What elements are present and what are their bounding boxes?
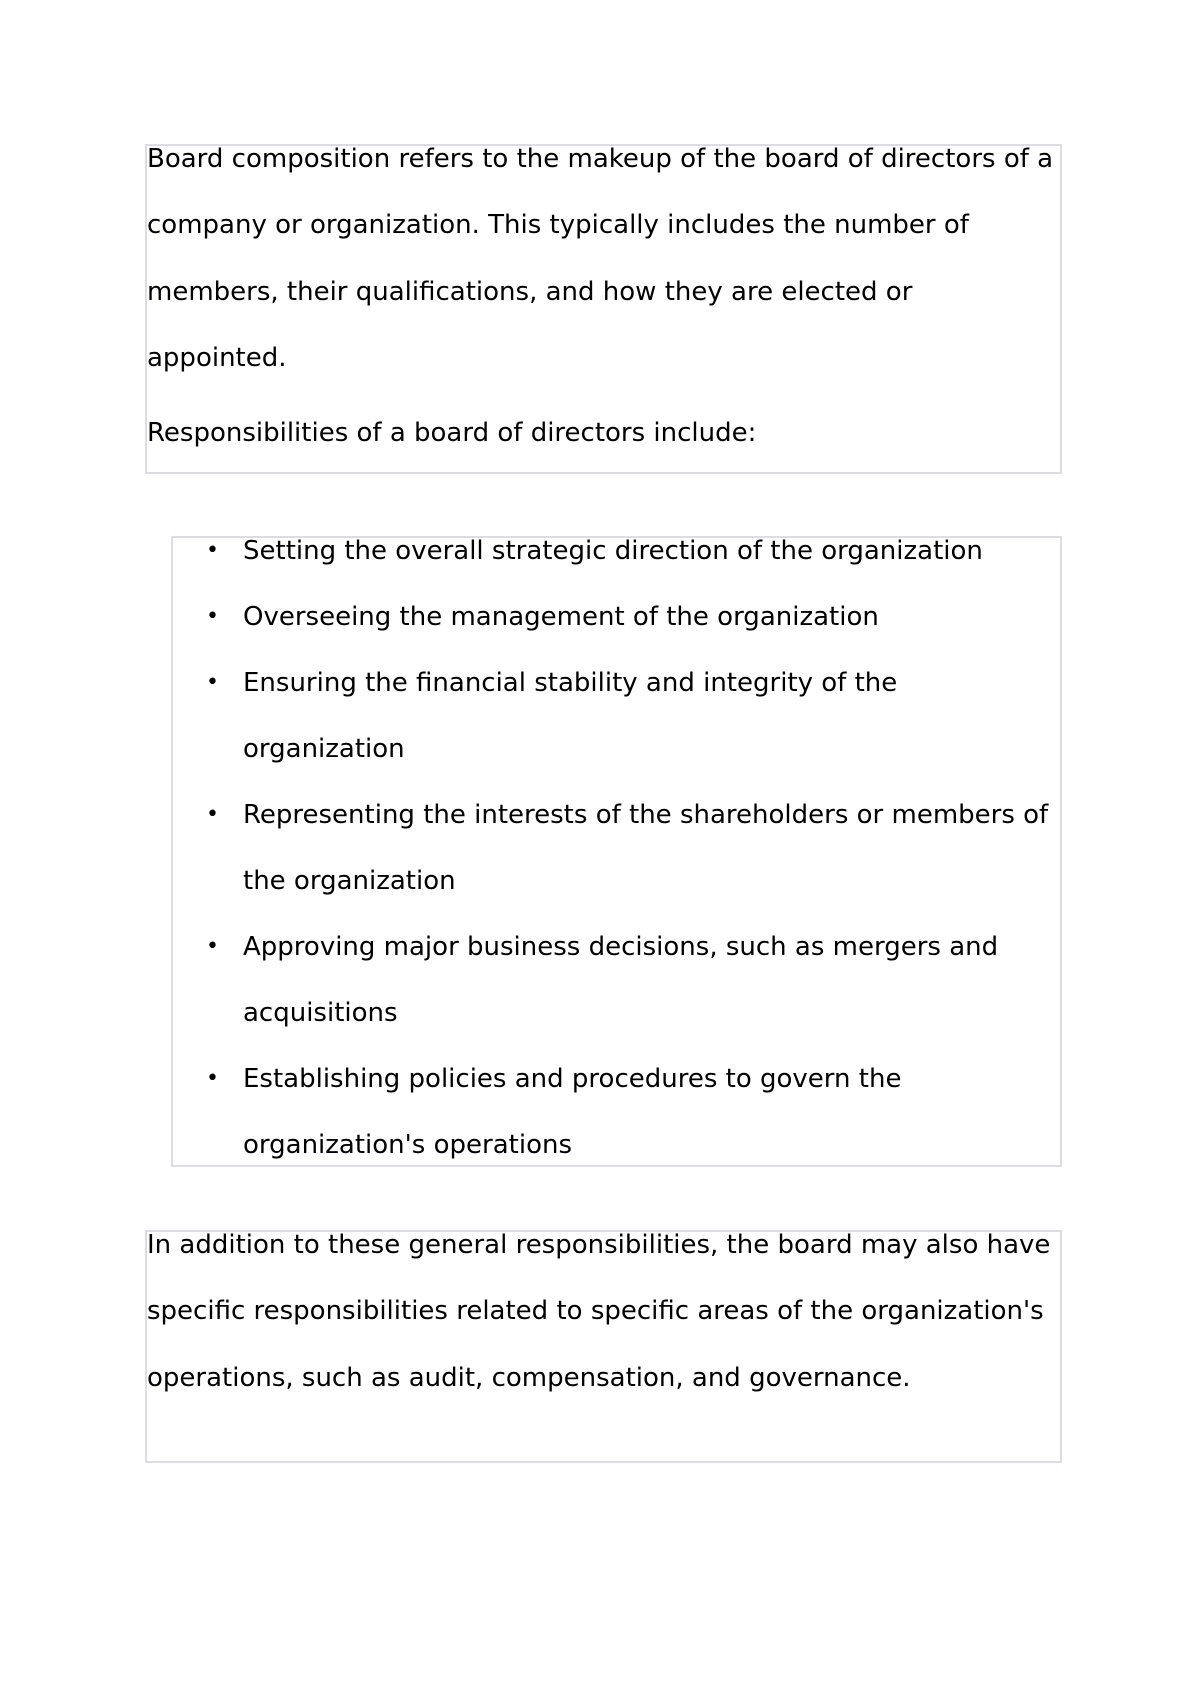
closing-text-block [145, 1230, 1062, 1463]
responsibilities-lead: Responsibilities of a board of directors include: [147, 418, 757, 448]
list-item: • Setting the overall strategic direction of the organization [220, 518, 1060, 584]
list-item: • Establishing policies and procedures to govern the organization's operations [220, 1046, 1060, 1178]
responsibilities-list-block [171, 536, 1062, 1167]
intro-paragraph: Board composition refers to the makeup of the board of directors of a company or organization. This typically includes the number of members, their qualifications, and how they are elected or appointed. [147, 144, 1054, 374]
list-item: • Overseeing the management of the organization [220, 584, 1060, 650]
list-item: • Ensuring the financial stability and integrity of the organization [220, 650, 1060, 782]
intro-text-block [145, 144, 1062, 474]
responsibilities-list [173, 518, 1060, 1178]
closing-paragraph: In addition to these general responsibilities, the board may also have specific responsibilities related to specific areas of the organization's operations, such as audit, compensation, and governance. [147, 1230, 1051, 1393]
list-item: • Representing the interests of the shareholders or members of the organization [220, 782, 1060, 914]
list-item: • Approving major business decisions, such as mergers and acquisitions [220, 914, 1060, 1046]
